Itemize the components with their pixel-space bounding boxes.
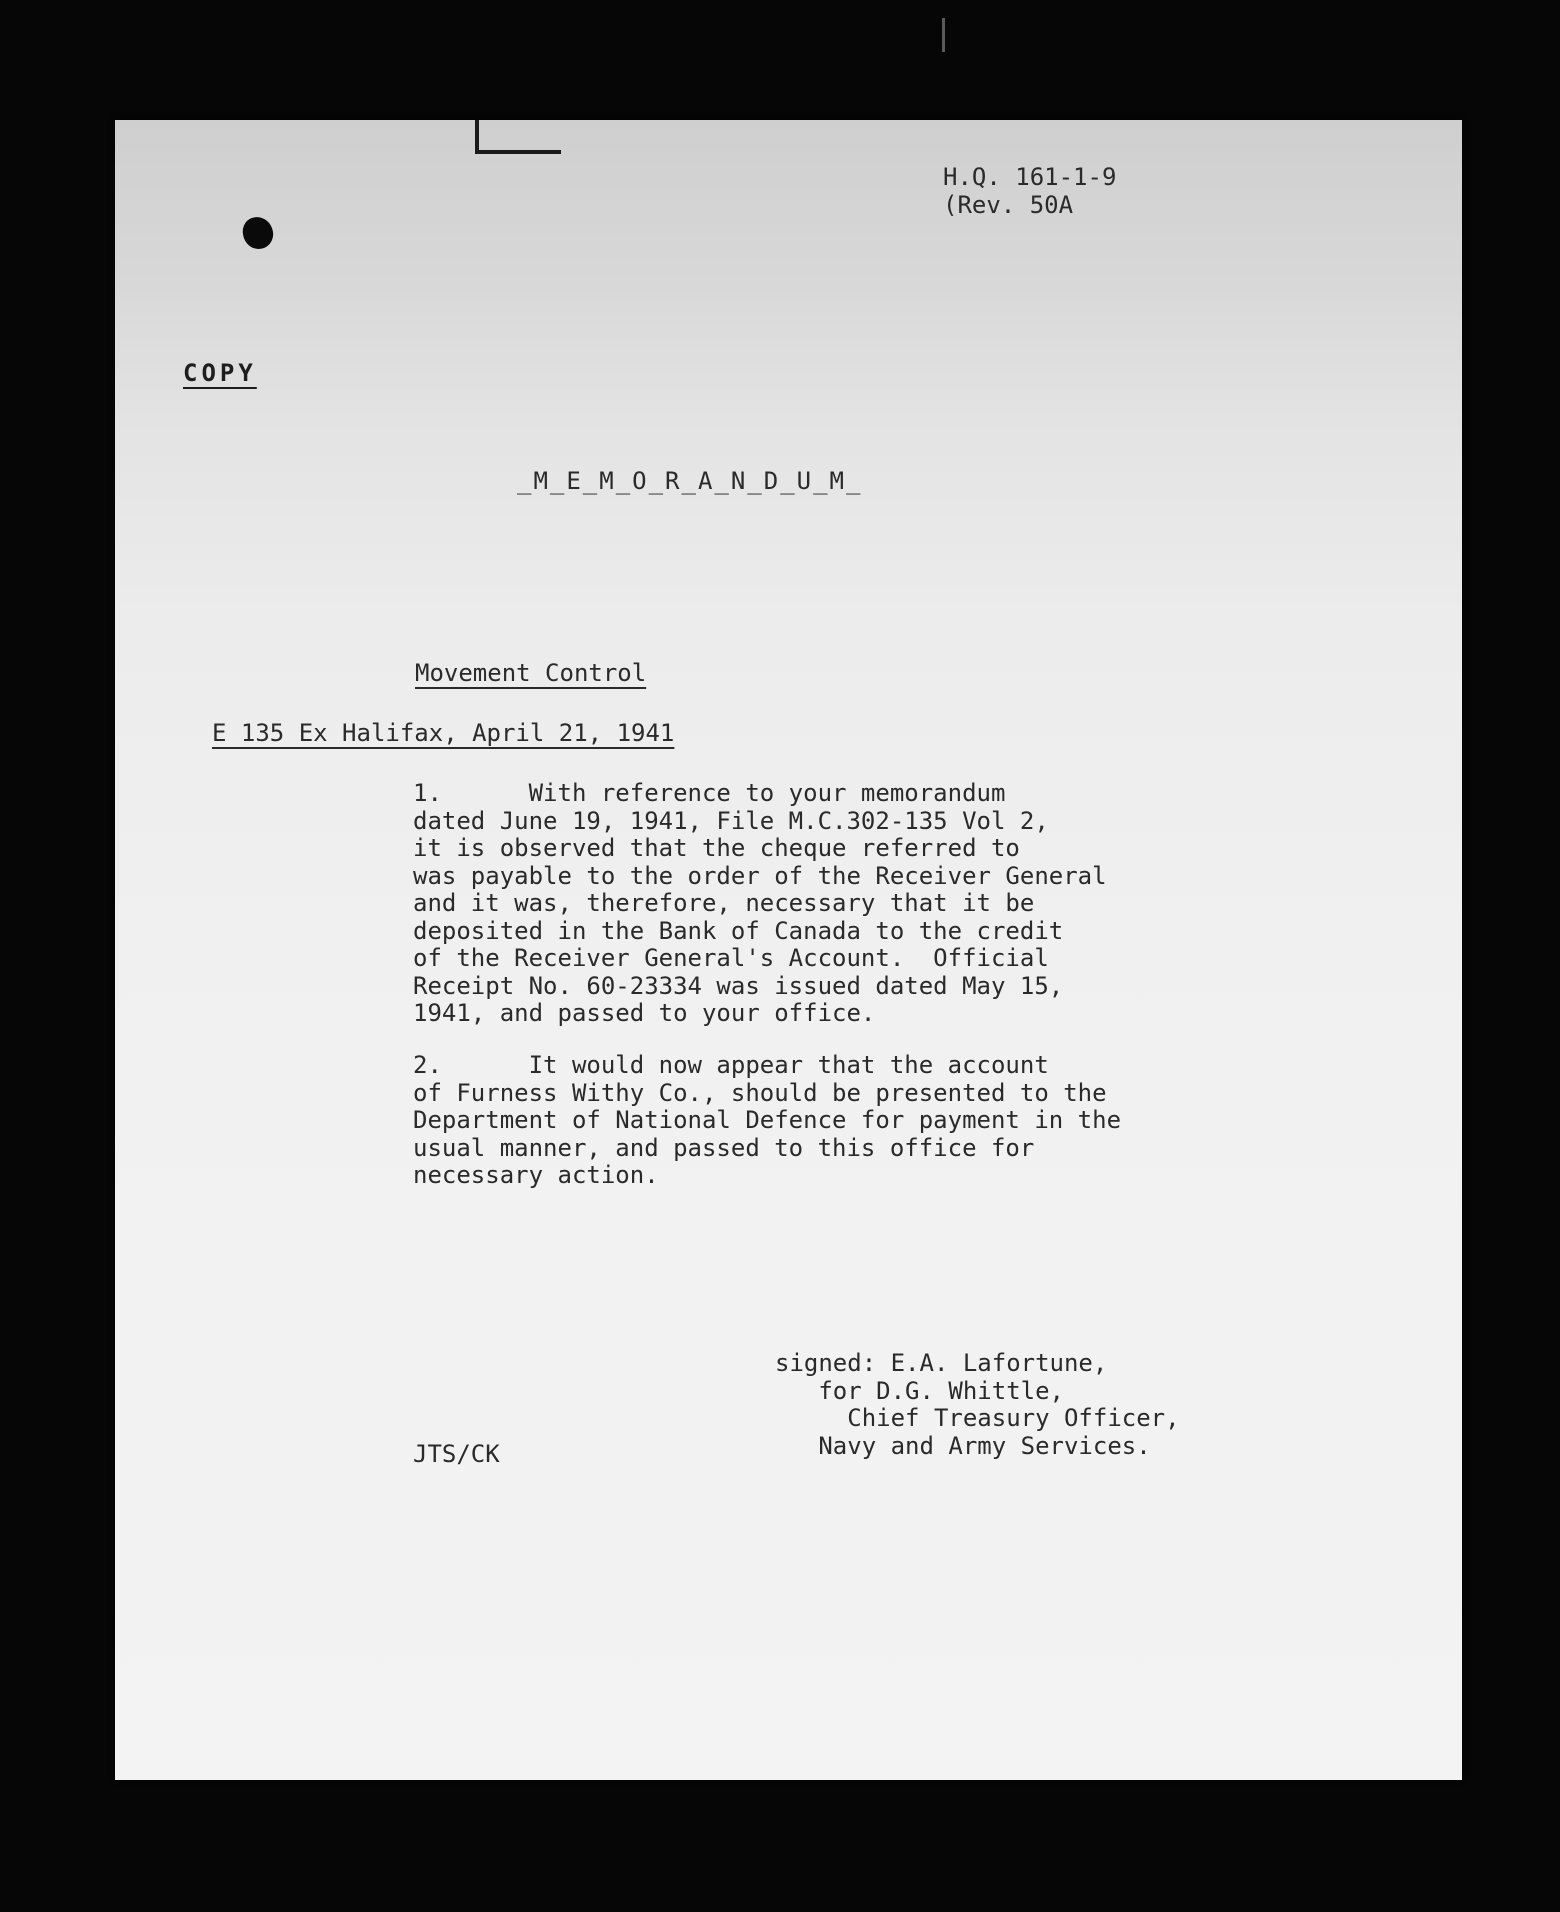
paragraph-1: 1. With reference to your memorandum dated June 19, 1941, File M.C.302-135 Vol 2, it is observed that the cheque referred to was payable to the order of the Receiver General and it was, therefore, necessary that it be deposited in the Bank of Canada to the credit of the Receiver General's Account. Official Receipt No. 60-23334 was issued dated May 15, 1941, and passed to your office. — [413, 779, 1107, 1027]
punch-hole-mark — [241, 215, 275, 251]
copy-mark: COPY — [183, 359, 257, 387]
staple-mark — [475, 120, 561, 154]
film-scratch — [942, 18, 945, 52]
typist-initials: JTS/CK — [413, 1440, 500, 1468]
signature-block: signed: E.A. Lafortune, for D.G. Whittle, Chief Treasury Officer, Navy and Army Services. — [775, 1349, 1180, 1460]
subject-heading: Movement Control — [415, 659, 647, 687]
file-reference: H.Q. 161-1-9 (Rev. 50A — [943, 163, 1117, 219]
paragraph-2: 2. It would now appear that the account of Furness Withy Co., should be presented to the Department of National Defence for payment in the usual manner, and passed to this office for necessary action. — [413, 1051, 1122, 1189]
reference-line: E 135 Ex Halifax, April 21, 1941 — [212, 719, 675, 747]
document-page — [115, 120, 1462, 1780]
memo-title: _M_E_M_O_R_A_N_D_U_M_ — [517, 467, 863, 495]
